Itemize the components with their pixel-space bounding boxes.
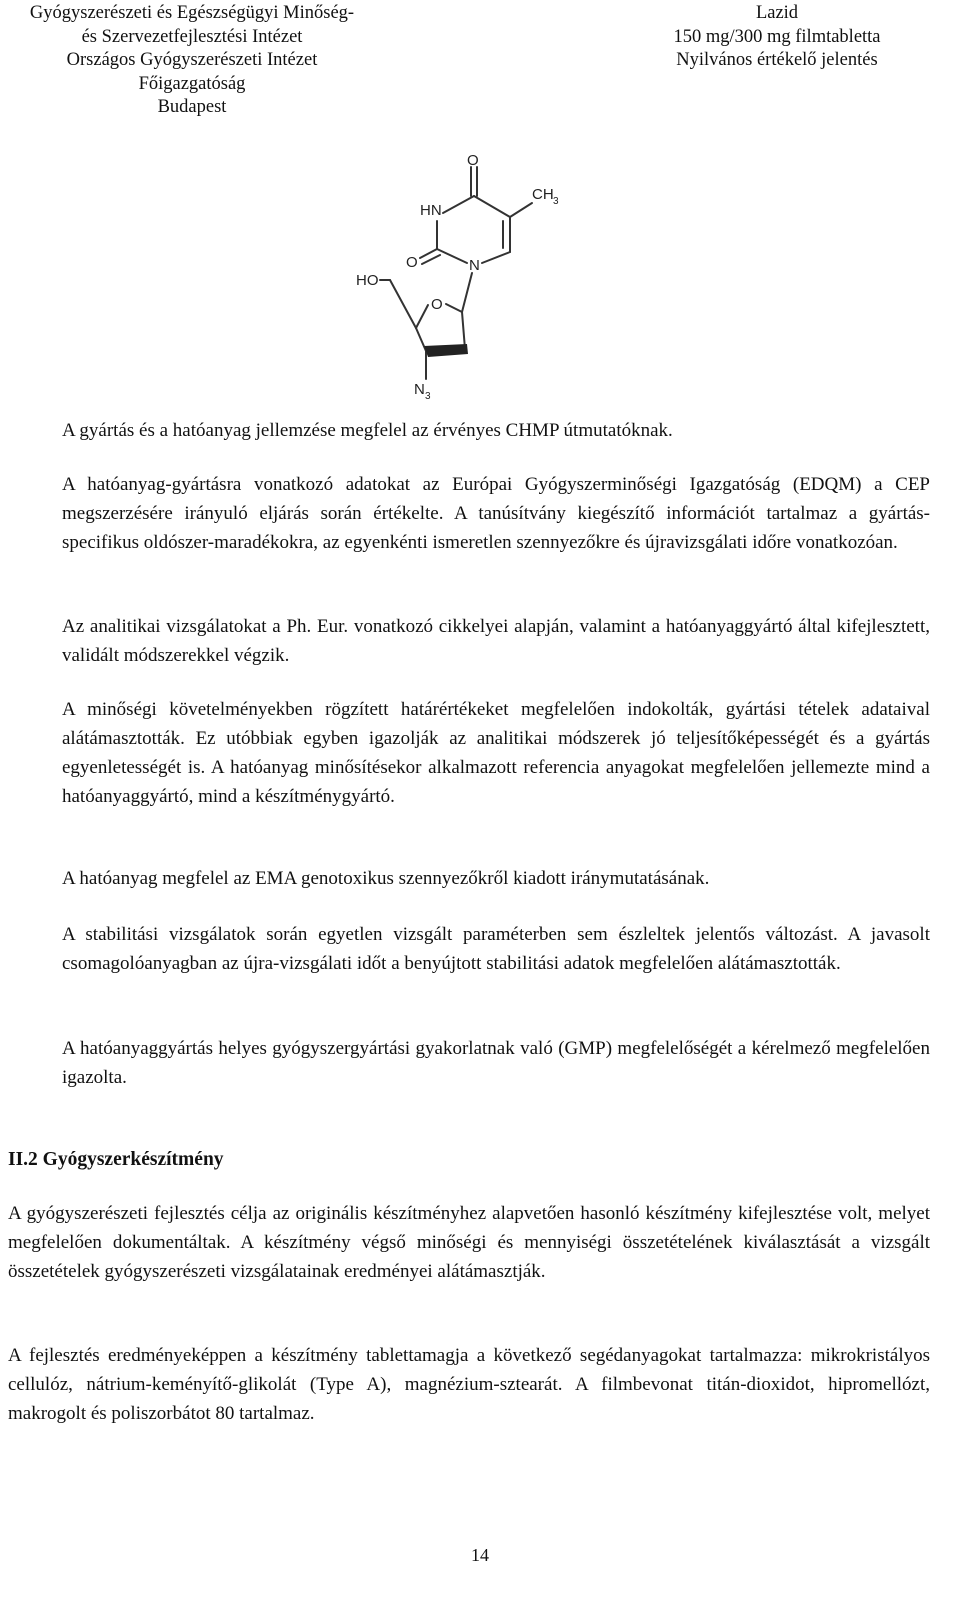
header-right: [612, 2, 942, 73]
atom-label: CH: [532, 186, 554, 203]
header-left-line: Budapest: [157, 97, 227, 117]
paragraph: Az analitikai vizsgálatokat a Ph. Eur. vonatkozó cikkelyei alapján, valamint a hatóanyaggyártó által kifejlesztett, validált módszerekkel végzik.: [62, 616, 930, 666]
atom-label: O: [431, 296, 443, 313]
atom-label: N: [414, 381, 425, 398]
paragraph: A gyógyszerészeti fejlesztés célja az originális készítményhez alapvetően hasonló készítmény kifejlesztése volt, melyet megfelelően dokumentáltak. A készítmény végső minőségi és mennyiségi összetételének kiválasztását a vizsgált összetételek gyógyszerészeti vizsgálatainak eredményei alátámasztják.: [8, 1203, 930, 1282]
atom-label: 3: [425, 391, 431, 402]
header-right-line: Nyilvános értékelő jelentés: [676, 50, 878, 70]
atom-label: HO: [356, 272, 379, 289]
header-left-line: Főigazgatóság: [138, 73, 246, 94]
header-right-line: 150 mg/300 mg filmtabletta: [673, 26, 881, 47]
paragraph: A hatóanyag-gyártásra vonatkozó adatokat az Európai Gyógyszerminőségi Igazgatóság (EDQM) a CEP megszerzésére irányuló eljárás során értékelte. A tanúsítvány kiegészítő információt tartalmaz a gyártás-specifikus oldószer-maradékokra, az egyenkénti ismeretlen szennyezőkre és újravizsgálati időre vonatkozóan.: [62, 474, 930, 553]
header-left: [0, 2, 384, 120]
atom-label: O: [467, 152, 479, 169]
section-heading: II.2 Gyógyszerkészítmény: [8, 1149, 224, 1170]
header-left-line: és Szervezetfejlesztési Intézet: [81, 26, 303, 47]
header-left-line: Országos Gyógyszerészeti Intézet: [66, 50, 318, 70]
paragraph: A hatóanyaggyártás helyes gyógyszergyártási gyakorlatnak való (GMP) megfelelőségét a kérelmező megfelelően igazolta.: [62, 1038, 930, 1088]
atom-label: N: [469, 257, 480, 274]
header-right-line: Lazid: [755, 3, 799, 23]
paragraph: A stabilitási vizsgálatok során egyetlen vizsgált paraméterben sem észleltek jelentős változást. A javasolt csomagolóanyagban az újra-vizsgálati időt a benyújtott stabilitási adatok megfelelően alátámasztották.: [62, 924, 930, 974]
paragraph: A minőségi követelményekben rögzített határértékeket megfelelően indokolták, gyártási tételek adataival alátámasztották. Ez utóbbiak egyben igazolják az analitikai módszerek jó teljesítőképességét és a gyártás egyenletességét is. A hatóanyag minősítésekor alkalmazott referencia anyagokat megfelelően jellemezte mind a hatóanyaggyártó, mind a készítménygyártó.: [62, 699, 930, 807]
page-number: 14: [471, 1545, 489, 1565]
paragraph: A fejlesztés eredményeképpen a készítmény tablettamagja a következő segédanyagokat tartalmazza: mikrokristályos cellulóz, nátrium-keményítő-glikolát (Type A), magnézium-sztearát. A filmbevonat titán-dioxidot, hipromellózt, makrogolt és poliszorbátot 80 tartalmaz.: [8, 1345, 930, 1424]
atom-label: HN: [420, 202, 442, 219]
paragraph: A gyártás és a hatóanyag jellemzése megfelel az érvényes CHMP útmutatóknak.: [62, 420, 673, 441]
atom-label: 3: [553, 196, 559, 207]
chemical-structure: [340, 145, 580, 405]
atom-label: O: [406, 254, 418, 271]
header-left-line: Gyógyszerészeti és Egészségügyi Minőség-: [29, 3, 355, 23]
paragraph: A hatóanyag megfelel az EMA genotoxikus szennyezőkről kiadott iránymutatásának.: [62, 868, 710, 889]
